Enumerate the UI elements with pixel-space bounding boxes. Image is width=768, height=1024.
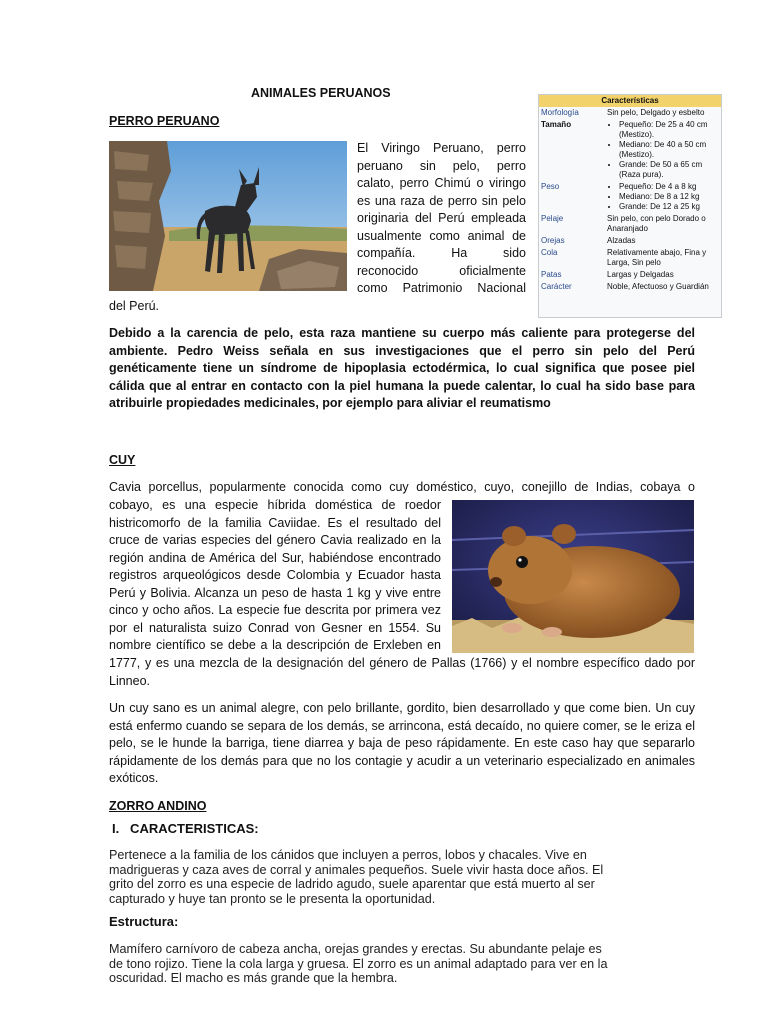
cuy-line: Cavia porcellus, popularmente conocida como cuy doméstico, cuyo, conejillo de Indias, cobaya o xyxy=(109,480,695,494)
perro-intro xyxy=(357,140,526,298)
infobox-list-item: • Mediano: De 40 a 50 cm (Mestizo). xyxy=(619,140,719,160)
cuy-line: cinco y ocho años. La especie fue descrita por primera vez xyxy=(109,603,441,617)
zorro-text-2: Mamífero carnívoro de cabeza ancha, orejas grandes y erectas. Su abundante pelaje es de tono rojizo. Tiene la cola larga y gruesa. El zorro es un animal adaptado para ver en la oscuridad. El macho es más grande que la hembra. xyxy=(109,942,608,985)
infobox-list-item: • Grande: De 50 a 65 cm (Raza pura). xyxy=(619,160,719,180)
intro-line: calato, perro Chimú o viringo xyxy=(357,176,526,190)
perro-paragraph: Debido a la carencia de pelo, esta raza mantiene su cuerpo más caliente para protegerse del ambiente. Pedro Weiss señala en sus investigaciones que el perro sin pelo del Perú genéticamente tiene un síndrome de hipoplasia ectodérmica, lo cual significa que posee piel cálida que al entrar en contacto con la piel humana la puede calentar, lo cual ha sido base para atribuirle propiedades medicinales, por ejemplo para aliviar el reumatismo xyxy=(109,326,695,410)
cuy-wrap-text xyxy=(109,497,441,655)
intro-line: reconocido oficialmente xyxy=(357,263,526,278)
intro-line: El Viringo Peruano, perro xyxy=(357,141,526,155)
section-heading-zorro: ZORRO ANDINO xyxy=(109,799,207,813)
infobox-row xyxy=(539,235,721,247)
infobox-key: Cola xyxy=(541,248,558,257)
cuy-photo xyxy=(452,500,694,653)
cuy-tail: 1777, y es una mezcla de la designación del género de Pallas (1766) y el nombre específico dado por Linneo. xyxy=(109,656,695,688)
infobox-row xyxy=(539,181,721,213)
cuy-line: Perú y Bolivia. Alcanza un peso de hasta 1 kg y vive entre xyxy=(109,585,441,600)
infobox-row xyxy=(539,247,721,269)
infobox-list-item: • Mediano: De 8 a 12 kg xyxy=(619,192,719,202)
infobox-row xyxy=(539,119,721,181)
infobox-key: Carácter xyxy=(541,282,572,291)
intro-line: compañía. Ha sido xyxy=(357,246,526,260)
infobox-value: Sin pelo, con pelo Dorado o Anaranjado xyxy=(607,214,706,233)
cuy-line: registros arqueológicos desde Colombia y Ecuador hasta xyxy=(109,568,441,582)
infobox-value: Sin pelo, Delgado y esbelto xyxy=(607,108,705,117)
infobox-row xyxy=(539,269,721,281)
section-heading-cuy: CUY xyxy=(109,453,136,467)
intro-line: peruano sin pelo, perro xyxy=(357,158,526,173)
infobox-row xyxy=(539,281,721,293)
cuy-paragraph-2: Un cuy sano es un animal alegre, con pelo brillante, gordito, bien desarrollado y que come bien. Un cuy está enfermo cuando se separa de los demás, se arrincona, está decaído, no quiere comer, se le eriza el pelo, se le hunde la barriga, tiene diarrea y baja de peso rápidamente. En este caso hay que separarlo rápidamente de los demás para que no los contagie y acudir a un veterinario especializado en animales exóticos. xyxy=(109,701,695,785)
zorro-estructura-heading: Estructura: xyxy=(109,914,179,929)
cuy-line: cruce de varias especies del género Cavia realizado en la xyxy=(109,533,441,547)
zorro-subheading: I. CARACTERISTICAS: xyxy=(112,821,259,836)
section-heading-perro: PERRO PERUANO xyxy=(109,114,220,128)
zorro-text-1: Pertenece a la familia de los cánidos que incluyen a perros, lobos y chacales. Vive en madrigueras y caza aves de corral y animales pequeños. Suele vivir hasta doce años. El grito del zorro es una especie de ladrido agudo, suele aparentar que está muerto al ser capturado y huye tan pronto se le presenta la oportunidad. xyxy=(109,848,604,906)
infobox-header: Características xyxy=(539,95,721,107)
dog-photo xyxy=(109,141,347,291)
intro-line: originaria del Perú empleada xyxy=(357,211,526,225)
cuy-line: región andina de América del Sur, habiéndose encontrado xyxy=(109,550,441,565)
infobox-row xyxy=(539,107,721,119)
cuy-line: por el naturalista suizo Conrad von Gesner en 1554. Su xyxy=(109,620,441,635)
infobox-value: Largas y Delgadas xyxy=(607,270,674,279)
cuy-line: histricomorfo de la familia Caviidae. Es el resultado del xyxy=(109,515,441,530)
infobox-list-item: • Grande: De 12 a 25 kg xyxy=(619,202,719,212)
infobox-key: Pelaje xyxy=(541,214,564,223)
infobox-key: Patas xyxy=(541,270,562,279)
infobox-row xyxy=(539,213,721,235)
characteristics-infobox xyxy=(538,94,722,318)
cuy-line: cobayo, es una especie híbrida doméstica de roedor xyxy=(109,498,441,512)
infobox-value: Relativamente abajo, Fina y Larga, Sin pelo xyxy=(607,248,707,267)
intro-line: es una raza de perro sin pelo xyxy=(357,193,526,208)
intro-line: como Patrimonio Nacional xyxy=(357,281,526,295)
infobox-value: Alzadas xyxy=(607,236,636,245)
perro-intro-end: del Perú. xyxy=(109,299,160,313)
infobox-key: Orejas xyxy=(541,236,565,245)
intro-line: usualmente como animal de xyxy=(357,228,526,243)
infobox-key: Morfología xyxy=(541,108,579,117)
infobox-list-item: • Pequeño: De 4 a 8 kg xyxy=(619,182,719,192)
infobox-list-item: • Pequeño: De 25 a 40 cm (Mestizo). xyxy=(619,120,719,140)
infobox-key: Tamaño xyxy=(541,120,572,129)
cuy-line: nombre científico se debe a la descripción de Erxleben en xyxy=(109,638,441,652)
infobox-value: Noble, Afectuoso y Guardián xyxy=(607,282,709,291)
infobox-key: Peso xyxy=(541,182,560,191)
page-title: ANIMALES PERUANOS xyxy=(251,86,391,100)
